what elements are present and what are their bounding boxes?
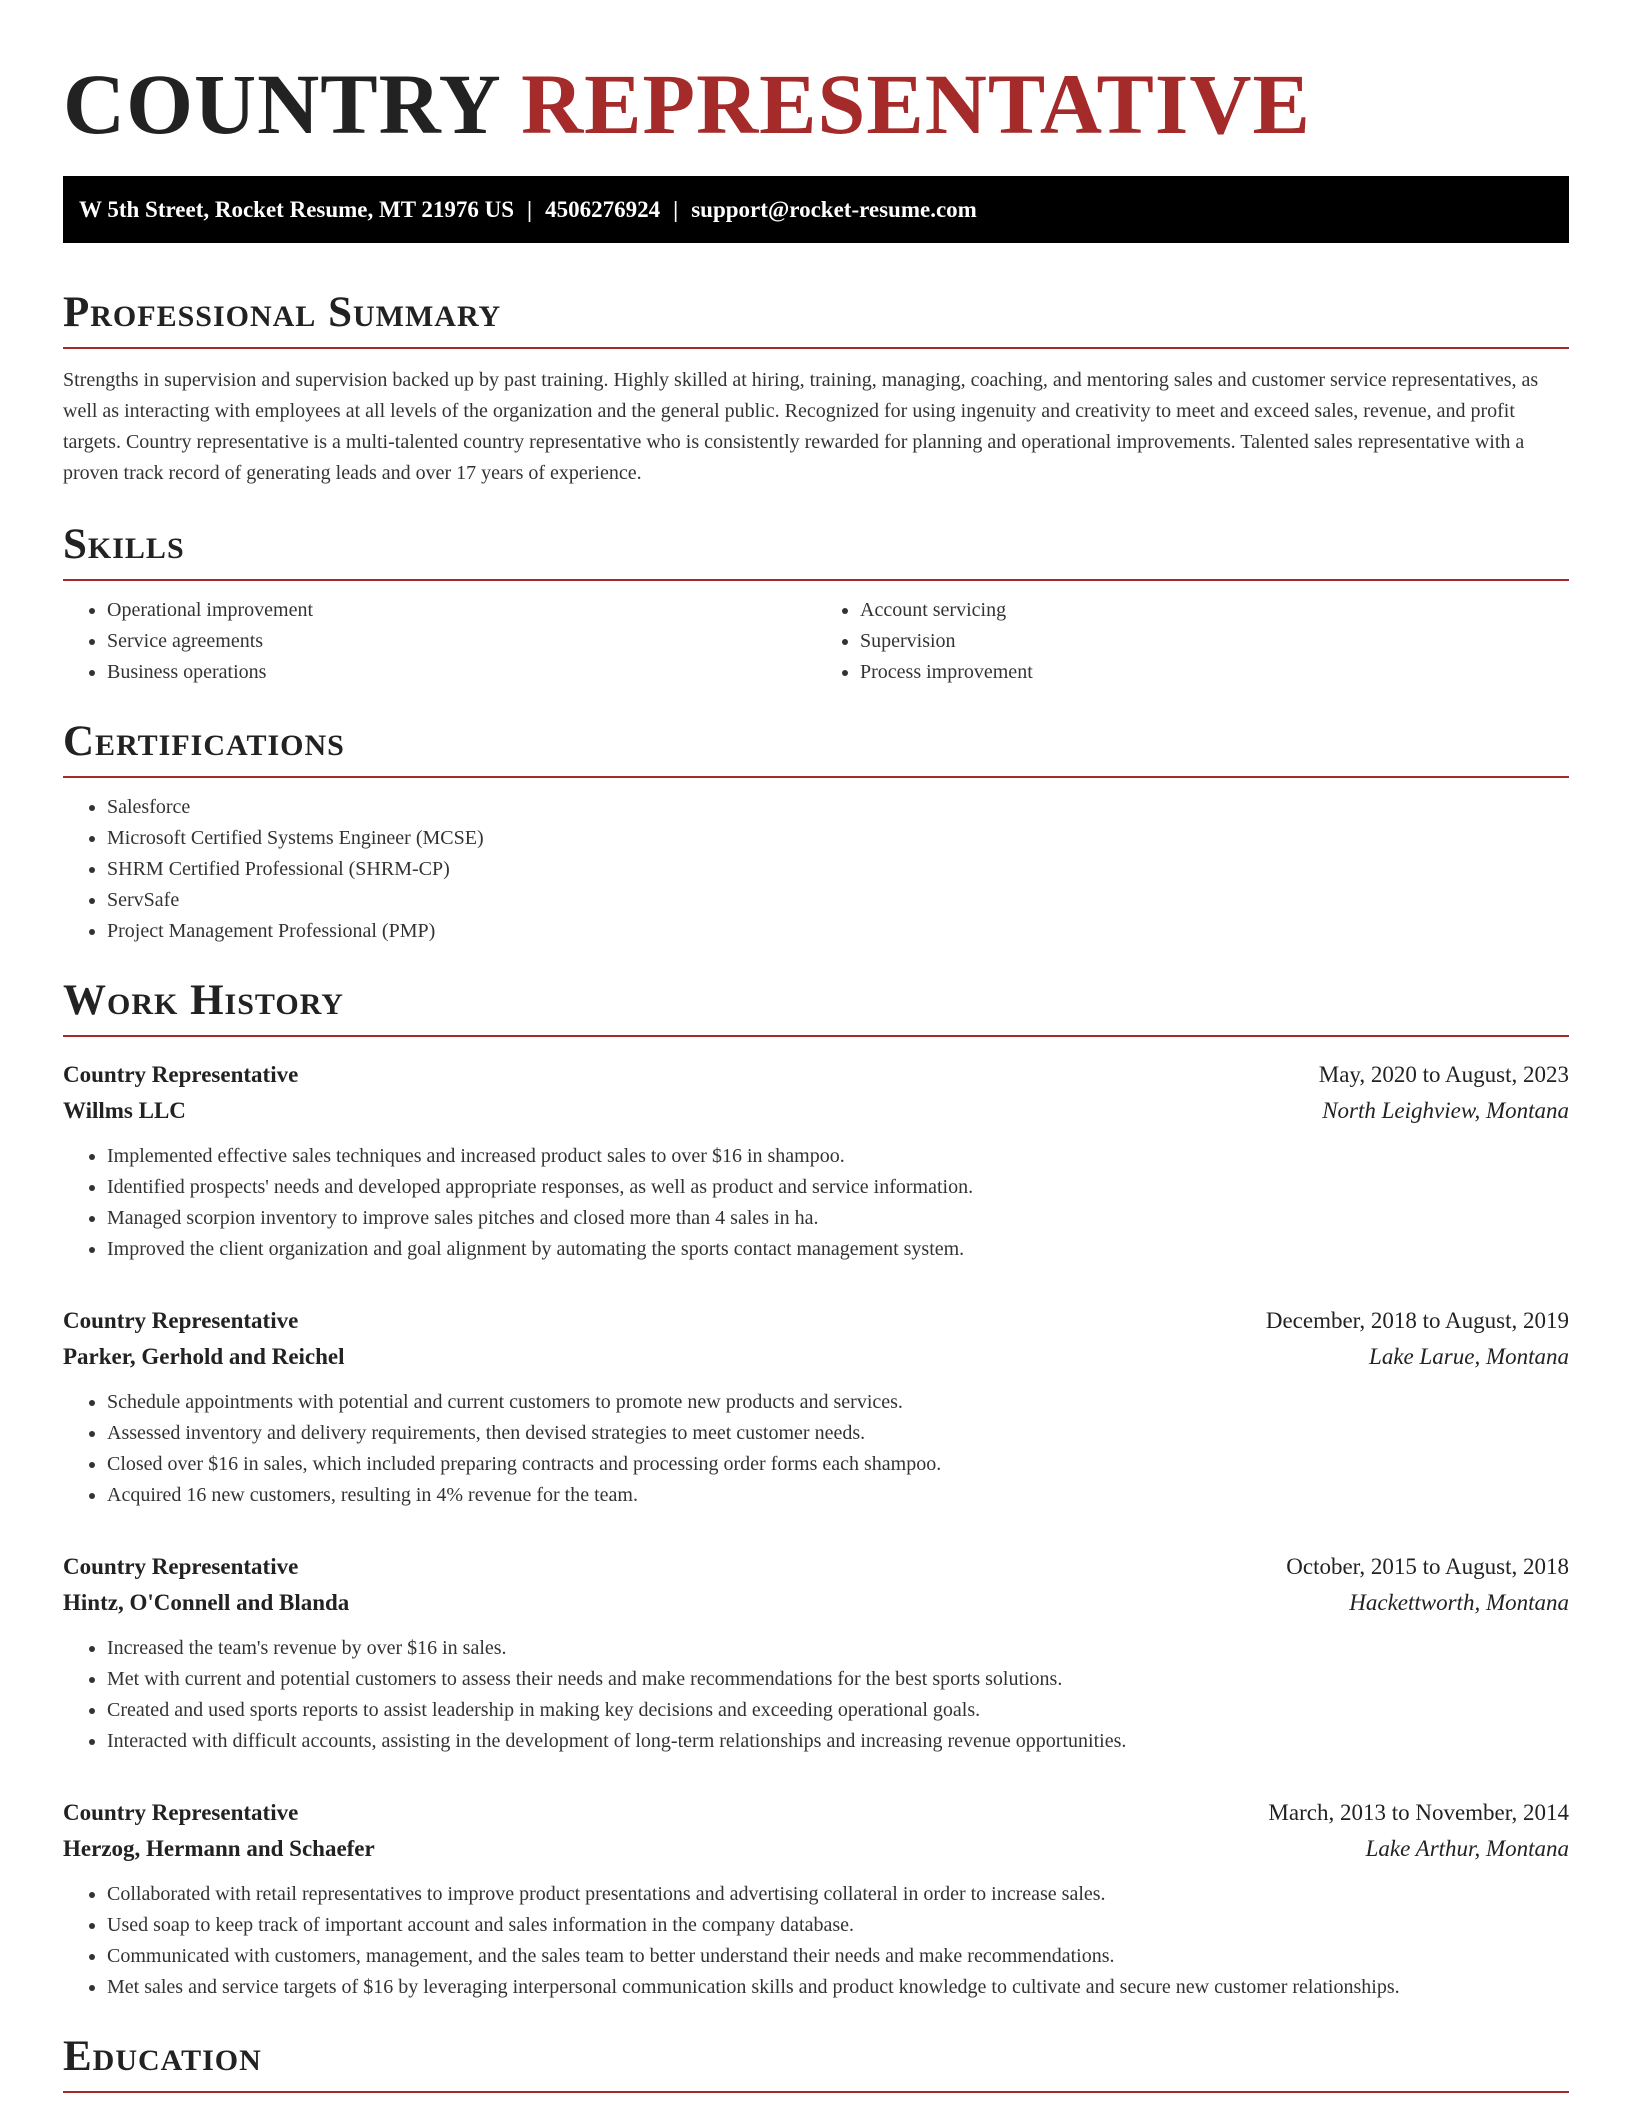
job-bullet: • Managed scorpion inventory to improve sales pitches and closed more than 4 sales in ha. (107, 1203, 1569, 1234)
certification-item: • Microsoft Certified Systems Engineer (MCSE) (107, 823, 1569, 854)
job-bullet: • Interacted with difficult accounts, assisting in the development of long-term relationships and increasing revenue opportunities. (107, 1726, 1569, 1757)
job-company: Herzog, Hermann and Schaefer (63, 1836, 375, 1861)
job-bullets (63, 1387, 1569, 1511)
job-bullet: • Met with current and potential customers to assess their needs and make recommendations for the best sports solutions. (107, 1664, 1569, 1695)
job-bullet: • Collaborated with retail representatives to improve product presentations and advertising collateral in order to increase sales. (107, 1879, 1569, 1910)
job-dates: October, 2015 to August, 2018 (1286, 1554, 1569, 1579)
job-dates: March, 2013 to November, 2014 (1268, 1800, 1569, 1825)
job-company: Parker, Gerhold and Reichel (63, 1344, 345, 1369)
title-first-word: COUNTRY (63, 56, 499, 152)
skill-item: • Supervision (860, 626, 1569, 657)
certification-item: • SHRM Certified Professional (SHRM-CP) (107, 854, 1569, 885)
job-bullet: • Implemented effective sales techniques and increased product sales to over $16 in shampoo. (107, 1141, 1569, 1172)
skills-list-left (63, 595, 816, 688)
work-history-section (63, 977, 1569, 2003)
job-entry (63, 1303, 1569, 1511)
job-title: Country Representative (63, 1554, 299, 1579)
job-location: Hackettworth, Montana (1349, 1590, 1569, 1615)
job-title: Country Representative (63, 1800, 299, 1825)
job-company-row (63, 1831, 1569, 1867)
skills-heading: Skills (63, 521, 1569, 581)
job-entry (63, 1549, 1569, 1757)
work-history-heading: Work History (63, 977, 1569, 1037)
certifications-section (63, 718, 1569, 947)
summary-heading: Professional Summary (63, 289, 1569, 349)
certifications-heading: Certifications (63, 718, 1569, 778)
job-header-row (63, 1549, 1569, 1585)
contact-email[interactable]: support@rocket-resume.com (691, 197, 977, 222)
skill-item: • Business operations (107, 657, 816, 688)
job-header-row (63, 1057, 1569, 1093)
skill-item: • Process improvement (860, 657, 1569, 688)
job-company: Willms LLC (63, 1098, 186, 1123)
job-entry (63, 1795, 1569, 2003)
job-bullet: • Created and used sports reports to assist leadership in making key decisions and exceeding operational goals. (107, 1695, 1569, 1726)
job-bullet: • Identified prospects' needs and developed appropriate responses, as well as product and service information. (107, 1172, 1569, 1203)
job-dates: May, 2020 to August, 2023 (1318, 1062, 1569, 1087)
job-bullet: • Met sales and service targets of $16 by leveraging interpersonal communication skills and product knowledge to cultivate and secure new customer relationships. (107, 1972, 1569, 2003)
resume-title (63, 0, 1569, 160)
skills-grid (63, 595, 1569, 688)
certification-item: • Project Management Professional (PMP) (107, 916, 1569, 947)
job-bullet: • Used soap to keep track of important account and sales information in the company database. (107, 1910, 1569, 1941)
job-location: North Leighview, Montana (1322, 1098, 1569, 1123)
job-title: Country Representative (63, 1062, 299, 1087)
job-entry (63, 1057, 1569, 1265)
certification-item: • ServSafe (107, 885, 1569, 916)
certifications-list (63, 792, 1569, 947)
job-bullet: • Assessed inventory and delivery requirements, then devised strategies to meet customer needs. (107, 1418, 1569, 1449)
job-bullets (63, 1879, 1569, 2003)
job-bullets (63, 1141, 1569, 1265)
job-bullet: • Improved the client organization and goal alignment by automating the sports contact management system. (107, 1234, 1569, 1265)
job-company-row (63, 1585, 1569, 1621)
skills-section (63, 521, 1569, 688)
job-title: Country Representative (63, 1308, 299, 1333)
contact-phone: 4506276924 (545, 197, 661, 222)
skill-item: • Account servicing (860, 595, 1569, 626)
contact-separator: | (673, 197, 679, 222)
contact-bar (63, 176, 1569, 243)
job-bullet: • Communicated with customers, management, and the sales team to better understand their needs and make recommendations. (107, 1941, 1569, 1972)
job-bullet: • Schedule appointments with potential and current customers to promote new products and services. (107, 1387, 1569, 1418)
job-bullets (63, 1633, 1569, 1757)
contact-address: W 5th Street, Rocket Resume, MT 21976 US (79, 197, 515, 222)
job-dates: December, 2018 to August, 2019 (1265, 1308, 1569, 1333)
certification-item: • Salesforce (107, 792, 1569, 823)
job-header-row (63, 1795, 1569, 1831)
summary-text: Strengths in supervision and supervision backed up by past training. Highly skilled at hiring, training, managing, coaching, and mentoring sales and customer service representatives, as well as interacting with employees at all levels of the organization and the general public. Recognized for using ingenuity and creativity to meet and exceed sales, revenue, and profit targets. Country representative is a multi-talented country representative who is consistently rewarded for planning and operational improvements. Talented sales representative with a proven track record of generating leads and over 17 years of experience. (63, 369, 1539, 484)
summary-section (63, 289, 1569, 489)
job-location: Lake Larue, Montana (1369, 1344, 1569, 1369)
contact-separator: | (527, 197, 533, 222)
education-section (63, 2033, 1569, 2093)
job-bullet: • Closed over $16 in sales, which included preparing contracts and processing order forms each shampoo. (107, 1449, 1569, 1480)
job-bullet: • Acquired 16 new customers, resulting in 4% revenue for the team. (107, 1480, 1569, 1511)
title-accent-word: REPRESENTATIVE (521, 56, 1311, 152)
job-header-row (63, 1303, 1569, 1339)
job-bullet: • Increased the team's revenue by over $16 in sales. (107, 1633, 1569, 1664)
job-location: Lake Arthur, Montana (1365, 1836, 1569, 1861)
job-company-row (63, 1093, 1569, 1129)
skill-item: • Operational improvement (107, 595, 816, 626)
skill-item: • Service agreements (107, 626, 816, 657)
job-company-row (63, 1339, 1569, 1375)
skills-list-right (816, 595, 1569, 688)
education-heading: Education (63, 2033, 1569, 2093)
job-company: Hintz, O'Connell and Blanda (63, 1590, 350, 1615)
